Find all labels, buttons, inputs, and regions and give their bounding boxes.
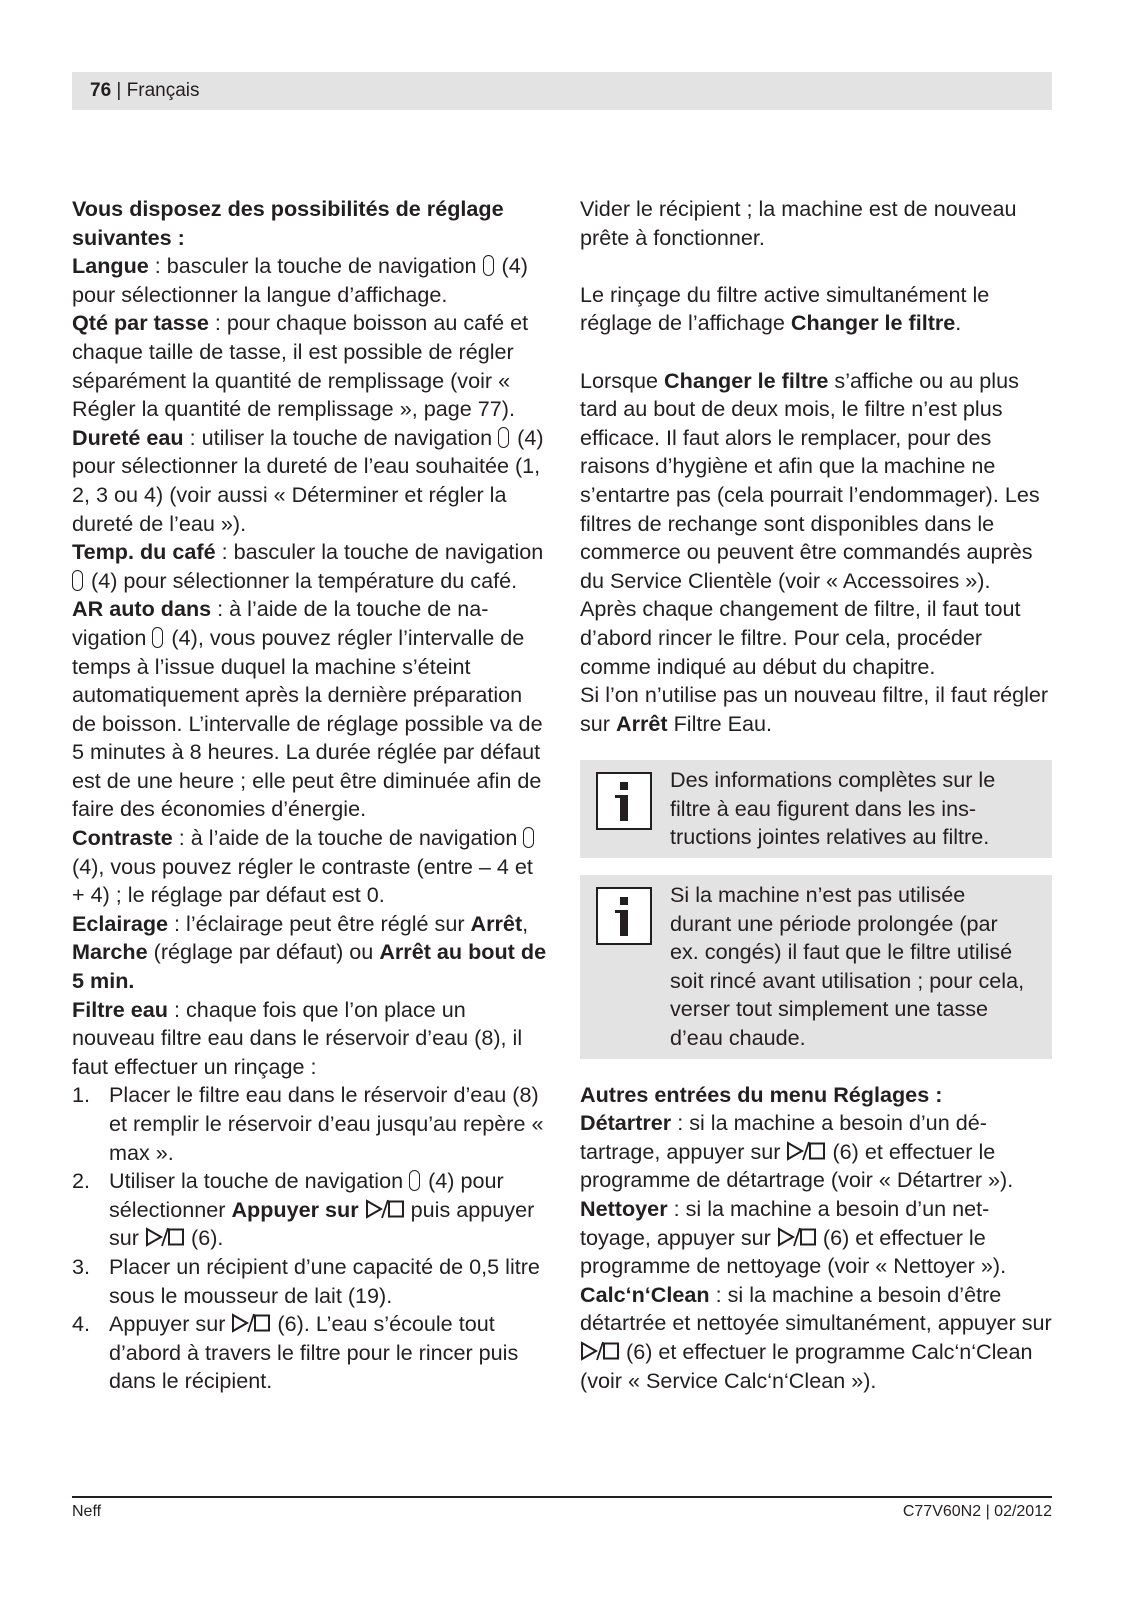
note-text: Des informations complètes sur le filtre à eau figurent dans les instructions jointes relatives au filtre. <box>670 767 996 850</box>
text: : basculer la touche de navigation <box>148 253 483 279</box>
text: Placer un récipient d’une capacité de 0,5 litre sous le mousseur de lait (19). <box>109 1253 540 1308</box>
navigation-key-icon <box>498 427 509 448</box>
text: Si l’on n’utilise pas un nouveau filtre, il faut régler sur <box>580 682 1049 736</box>
entry-nettoyer <box>580 1195 1052 1281</box>
entry-calc-n-clean <box>580 1281 1052 1395</box>
text: Le rinçage du filtre active simultanément le réglage de l’affichage <box>580 281 990 336</box>
value-arret-5min: Arrêt au bout de 5 min. <box>72 939 547 994</box>
left-column <box>72 195 550 1396</box>
text: (6) et effectuer le programme de nettoyage (voir « Nettoyer »). <box>580 1224 1007 1279</box>
text: : utiliser la touche de navigation <box>183 424 499 450</box>
step-number: 4. <box>72 1311 91 1337</box>
page-number: 76 <box>90 80 112 101</box>
right-column <box>580 195 1052 1395</box>
text: (4), vous pouvez régler l’intervalle de temps à l’issue duquel la machine s’éteint automatiquement après la dernière préparation de boisson. L’intervalle de réglage possible va de 5 minutes à 8 heures. La durée réglée par défaut est de une heure ; elle peut être diminuée afin de faire des économies d’énergie. <box>72 624 543 822</box>
step-number: 2. <box>72 1168 91 1194</box>
setting-eclairage <box>72 910 550 996</box>
text: : à l’aide de la touche de navigation <box>72 596 489 650</box>
text: (4) pour sélectionner <box>109 1168 504 1222</box>
list-item <box>72 1167 550 1253</box>
term-eclairage: Eclairage <box>72 910 169 936</box>
text: (6). <box>185 1225 224 1251</box>
bold-text: Appuyer sur <box>231 1196 365 1222</box>
text: : si la machine a besoin d’un détartrage, appuyer sur <box>580 1110 987 1164</box>
footer-divider <box>72 1496 1052 1498</box>
text: , <box>522 910 529 936</box>
text: . <box>955 310 962 336</box>
paragraph: Après chaque changement de filtre, il faut tout d’abord rincer le filtre. Pour cela, procéder comme indiqué au début du chapitre. <box>580 596 1021 679</box>
text: (4) pour sélectionner la langue d’affichage. <box>72 253 528 307</box>
footer-brand: Neff <box>72 1503 102 1520</box>
info-icon <box>596 887 652 945</box>
list-item <box>72 1081 550 1167</box>
text: : si la machine a besoin d’un nettoyage, appuyer sur <box>580 1196 990 1250</box>
info-note <box>580 875 1052 1059</box>
footer-doc-id: C77V60N2 | 02/2012 <box>902 1503 1052 1520</box>
bold-text: Arrêt <box>616 710 668 736</box>
header-language: Français <box>126 80 200 101</box>
text: (4) pour sélectionner la dureté de l’eau souhaitée (1, 2, 3 ou 4) (voir aussi « Déterminer et régler la dureté de l’eau »). <box>72 424 544 536</box>
start-stop-icon <box>365 1199 405 1219</box>
header-separator: | <box>111 80 127 101</box>
info-note <box>580 760 1052 858</box>
text: : à l’aide de la touche de navigation <box>172 825 524 851</box>
text: (6). L’eau s’écoule tout d’abord à travers le filtre pour le rincer puis dans le récipient. <box>109 1311 519 1394</box>
text: (6) et effectuer le programme Calc‘n‘Clean (voir « Service Calc‘n‘Clean »). <box>580 1338 1033 1393</box>
step-number: 1. <box>72 1082 91 1108</box>
value-arret: Arrêt <box>470 910 523 936</box>
setting-ar <box>72 595 550 824</box>
setting-filtre <box>72 996 550 1082</box>
rinse-steps <box>72 1081 550 1396</box>
text: : l’éclairage peut être réglé sur <box>168 910 471 936</box>
text: : si la machine a besoin d’être détartrée et nettoyée simultanément, appuyer sur <box>580 1281 1052 1336</box>
setting-contraste <box>72 824 550 910</box>
term-durete: Dureté eau <box>72 424 184 450</box>
paragraph <box>580 367 1052 596</box>
text: : pour chaque boisson au café et chaque taille de tasse, il est possible de régler séparément la quantité de remplissage (voir « Régler la quantité de remplissage », page 77). <box>72 310 529 422</box>
list-item <box>72 1253 550 1310</box>
list-item <box>72 1310 550 1396</box>
text: : chaque fois que l’on place un nouveau filtre eau dans le réservoir d’eau (8), il faut effectuer un rinçage : <box>72 996 523 1079</box>
page-header <box>72 72 1052 110</box>
settings-heading: Vous disposez des possibilités de réglage suivantes : <box>72 196 504 250</box>
setting-durete <box>72 424 550 538</box>
text: Appuyer sur <box>109 1311 232 1337</box>
term-filtre: Filtre eau <box>72 996 169 1022</box>
navigation-key-icon <box>152 627 163 648</box>
navigation-key-icon <box>409 1170 420 1191</box>
setting-langue <box>72 252 550 309</box>
other-entries-heading: Autres entrées du menu Réglages : <box>580 1081 943 1107</box>
text: (4), vous pouvez régler le contraste (entre – 4 et + 4) ; le réglage par défaut est 0. <box>72 853 533 908</box>
setting-temp <box>72 538 550 595</box>
info-icon <box>596 772 652 830</box>
text: Filtre Eau. <box>667 710 773 736</box>
text: s’affiche ou au plus tard au bout de deux mois, le filtre n’est plus efficace. Il faut alors le remplacer, pour des raisons d’hygiène et afin que la machine ne s’entartre pas (cela pourrait l’endommager). Les filtres de rechange sont disponibles dans le commerce ou peuvent être commandés auprès du Service Clientèle (voir « Accessoires »). <box>580 367 1040 593</box>
term-temp: Temp. du café <box>72 539 216 565</box>
term-contraste: Contraste <box>72 825 173 851</box>
term-ar: AR auto dans <box>72 596 212 622</box>
text: Utiliser la touche de navigation <box>109 1168 410 1194</box>
start-stop-icon <box>786 1141 826 1161</box>
term-langue: Langue <box>72 253 149 279</box>
text: : basculer la touche de navigation <box>215 539 544 565</box>
term-qte: Qté par tasse <box>72 310 209 336</box>
entry-detartrer <box>580 1109 1052 1195</box>
term-nettoyer: Nettoyer <box>580 1196 668 1221</box>
value-marche: Marche <box>72 939 148 965</box>
text: Placer le filtre eau dans le réservoir d’eau (8) et remplir le réservoir d’eau jusqu’au repère « max ». <box>109 1082 544 1165</box>
text: (4) pour sélectionner la température du café. <box>85 567 518 593</box>
term-detartrer: Détartrer <box>580 1110 672 1136</box>
text: (réglage par défaut) ou <box>147 939 380 965</box>
start-stop-icon <box>145 1227 185 1247</box>
text: (6) et effectuer le programme de détartrage (voir « Détartrer »). <box>580 1138 1014 1193</box>
start-stop-icon <box>580 1341 620 1361</box>
bold-text: Changer le filtre <box>790 310 956 336</box>
navigation-key-icon <box>523 827 534 848</box>
bold-text: Changer le filtre <box>664 367 829 393</box>
start-stop-icon <box>231 1313 271 1333</box>
step-number: 3. <box>72 1253 91 1279</box>
paragraph <box>580 681 1052 738</box>
text: Lorsque <box>580 367 665 393</box>
start-stop-icon <box>777 1227 817 1247</box>
navigation-key-icon <box>72 570 83 591</box>
text: puis appuyer sur <box>109 1196 535 1251</box>
note-text: Si la machine n’est pas utilisée durant une période prolongée (par ex. congés) il faut que le filtre utilisé soit rincé avant utilisation ; pour cela, verser tout simplement une tasse d’eau chaude. <box>670 882 1025 1051</box>
paragraph: Vider le récipient ; la machine est de nouveau prête à fonctionner. <box>580 196 1017 250</box>
term-calc-n-clean: Calc‘n‘Clean <box>580 1281 710 1307</box>
paragraph <box>580 281 1052 338</box>
navigation-key-icon <box>483 255 494 276</box>
setting-qte <box>72 309 550 423</box>
